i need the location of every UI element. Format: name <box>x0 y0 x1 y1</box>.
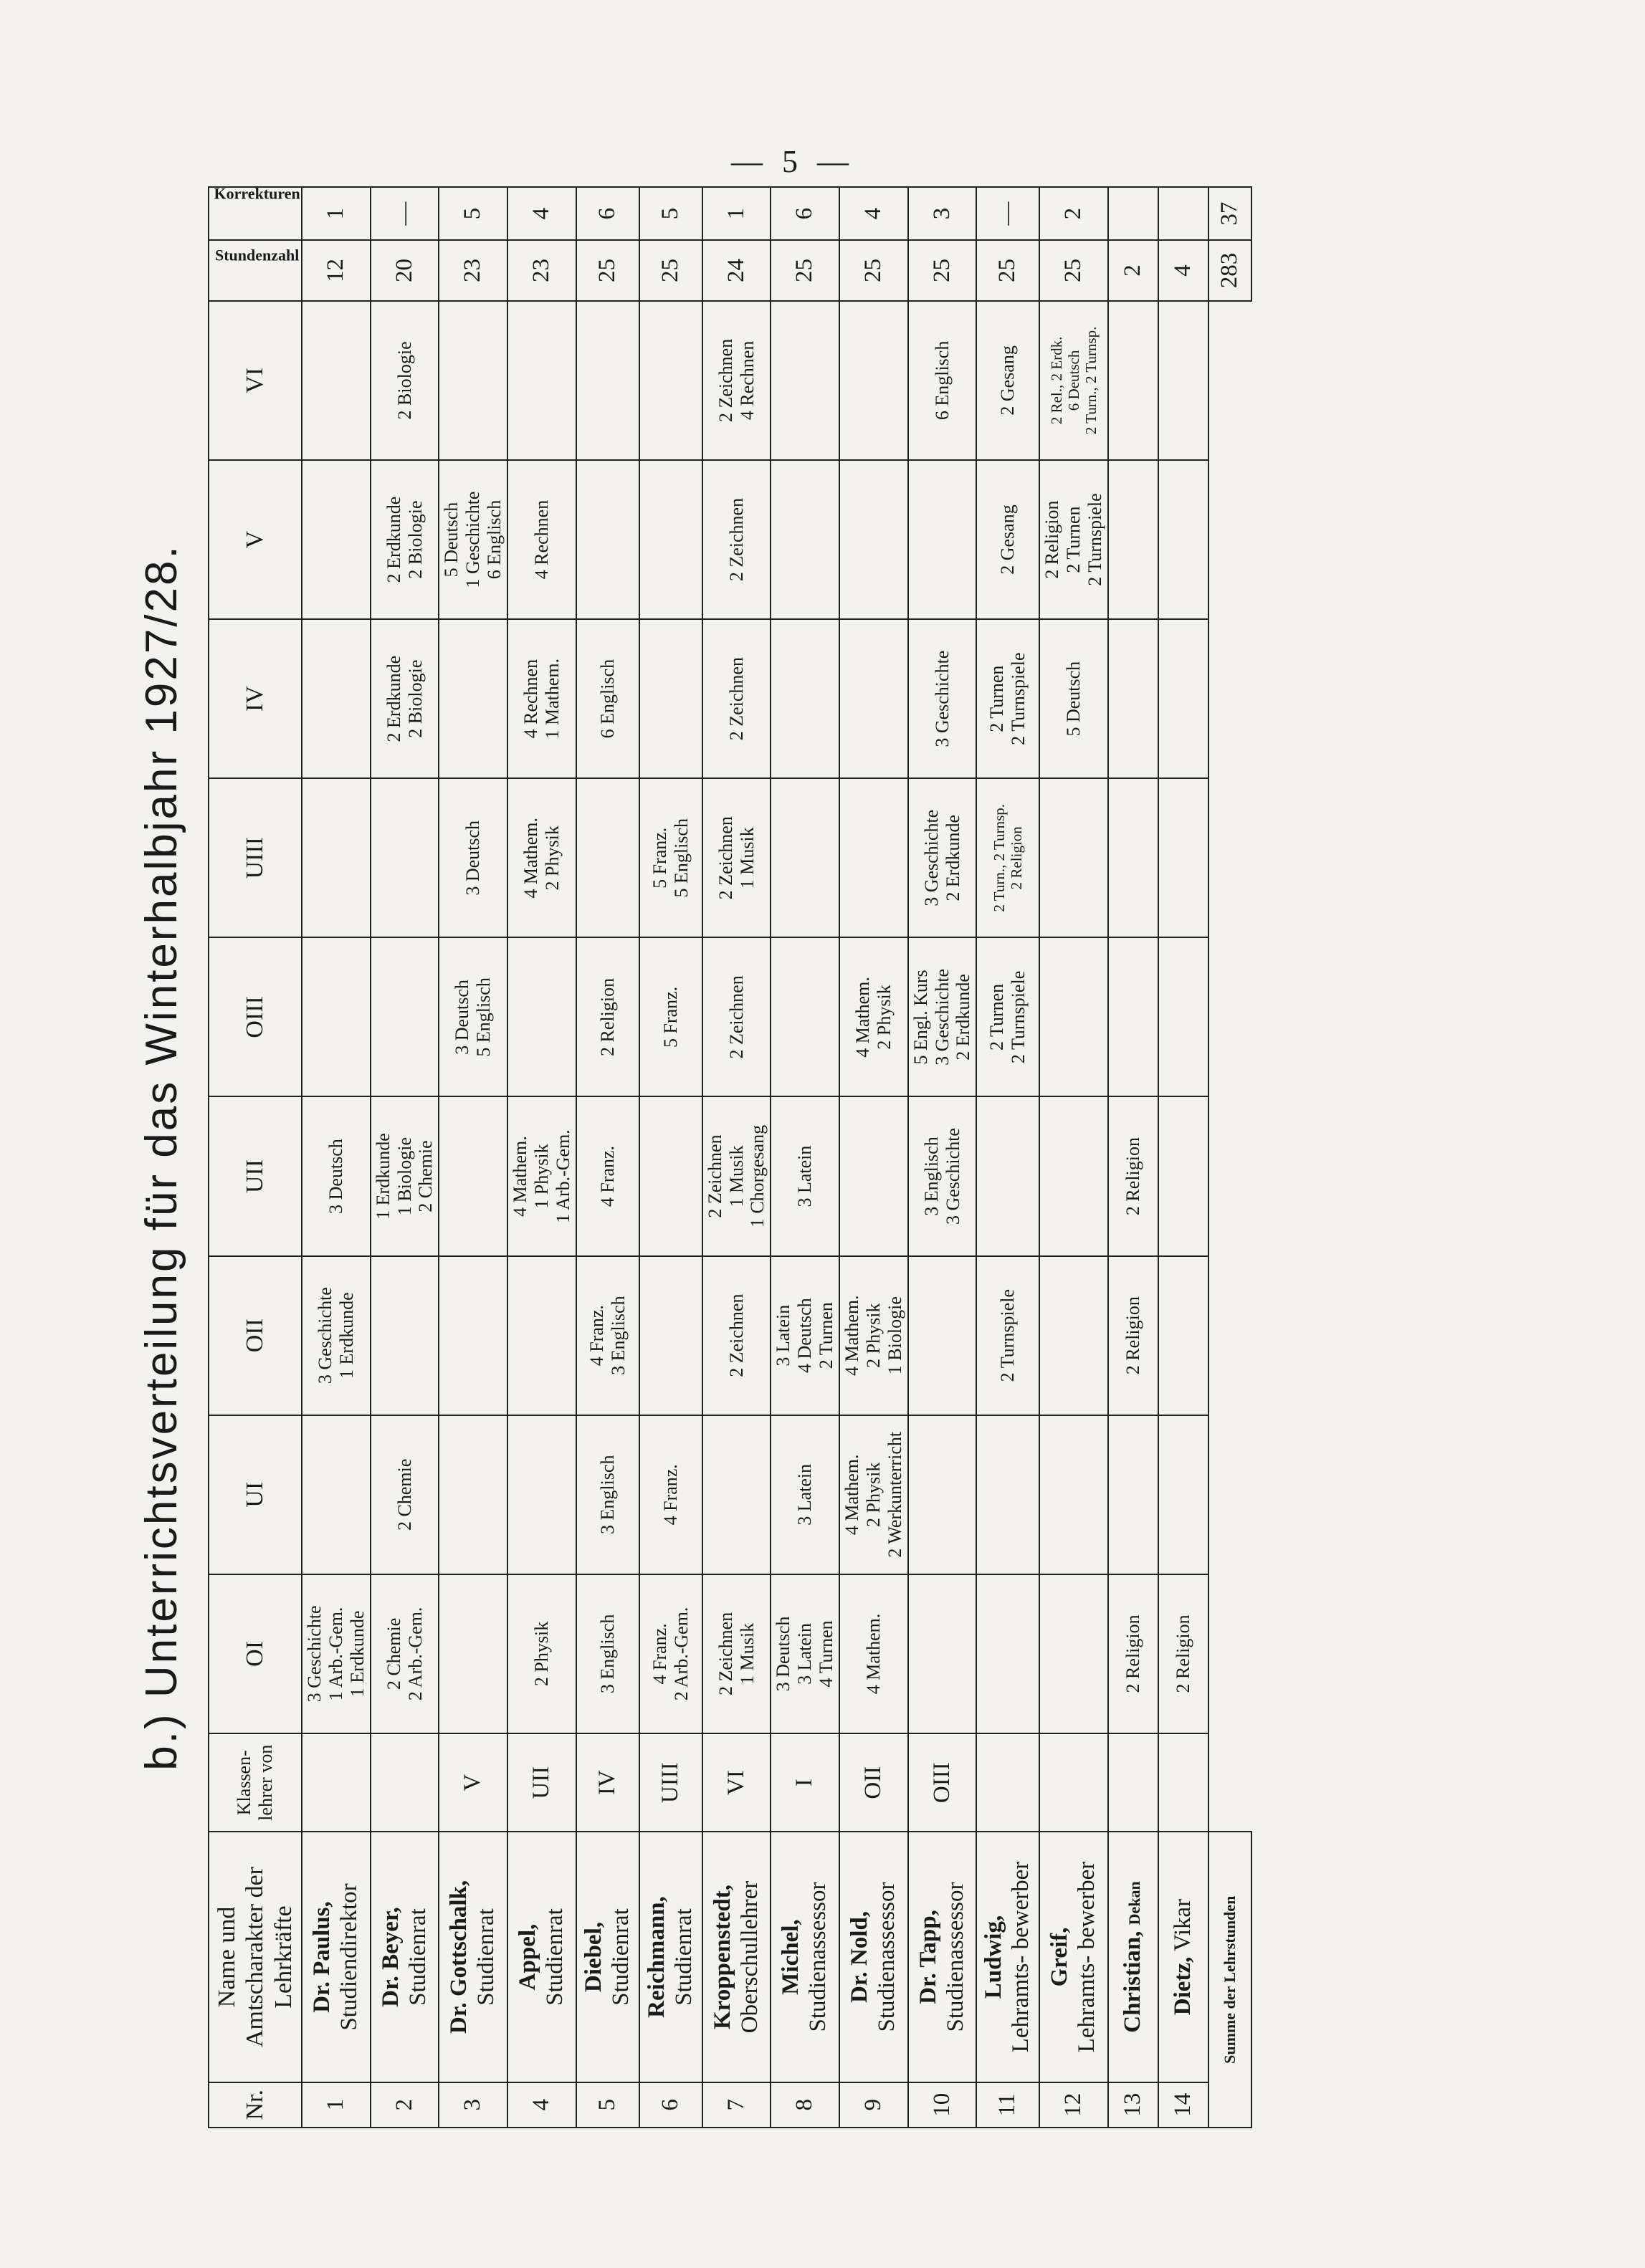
cell-uiii <box>1158 778 1208 937</box>
cell-oiii <box>371 937 439 1096</box>
table-row <box>371 187 439 2128</box>
cell-oii <box>1039 1256 1108 1415</box>
table-row <box>839 187 908 2128</box>
cell-vi <box>439 301 507 460</box>
cell-iv <box>1158 619 1208 778</box>
cell-uii: 4 Franz. <box>576 1096 639 1255</box>
cell-uiii <box>1039 778 1108 937</box>
cell-stundenzahl: 25 <box>1039 240 1108 301</box>
cell-uiii <box>302 778 371 937</box>
cell-vi: 2 Biologie <box>371 301 439 460</box>
cell-v <box>908 460 977 619</box>
table-row <box>507 187 576 2128</box>
cell-ui <box>908 1415 977 1574</box>
table-row <box>1158 187 1208 2128</box>
header-uiii: UIII <box>209 778 302 937</box>
row-nr: 14 <box>1158 2082 1208 2128</box>
cell-ui <box>1039 1415 1108 1574</box>
cell-korrekturen: — <box>371 187 439 240</box>
cell-iv <box>839 619 908 778</box>
cell-oi: 4 Franz. 2 Arb.-Gem. <box>639 1574 702 1733</box>
cell-v <box>302 460 371 619</box>
footer-stundenzahl: 283 <box>1208 240 1251 301</box>
cell-oiii <box>1158 937 1208 1096</box>
cell-iv: 2 Zeichnen <box>702 619 771 778</box>
header-oii: OII <box>209 1256 302 1415</box>
header-v: V <box>209 460 302 619</box>
cell-stundenzahl: 25 <box>576 240 639 301</box>
cell-v: 2 Zeichnen <box>702 460 771 619</box>
klassenlehrer-cell <box>302 1733 371 1832</box>
cell-oi: 4 Mathem. <box>839 1574 908 1733</box>
cell-korrekturen: 4 <box>507 187 576 240</box>
row-nr: 2 <box>371 2082 439 2128</box>
cell-ui: 3 Latein <box>771 1415 839 1574</box>
cell-oiii: 2 Religion <box>576 937 639 1096</box>
cell-stundenzahl: 20 <box>371 240 439 301</box>
cell-oii: 4 Franz. 3 Englisch <box>576 1256 639 1415</box>
header-uii: UII <box>209 1096 302 1255</box>
cell-korrekturen: 4 <box>839 187 908 240</box>
cell-iv: 6 Englisch <box>576 619 639 778</box>
cell-oiii <box>302 937 371 1096</box>
cell-uiii: 2 Zeichnen 1 Musik <box>702 778 771 937</box>
cell-oiii <box>771 937 839 1096</box>
header-row <box>209 187 302 2128</box>
klassenlehrer-cell: OIII <box>908 1733 977 1832</box>
cell-ui: 4 Mathem. 2 Physik 2 Werkunterricht <box>839 1415 908 1574</box>
cell-stundenzahl: 25 <box>639 240 702 301</box>
header-oi: OI <box>209 1574 302 1733</box>
cell-vi: 2 Rel., 2 Erdk. 6 Deutsch 2 Turn., 2 Turnsp. <box>1039 301 1108 460</box>
cell-vi <box>1158 301 1208 460</box>
klassenlehrer-cell <box>1039 1733 1108 1832</box>
table-row <box>576 187 639 2128</box>
rotated-table-sheet <box>129 186 1520 2128</box>
cell-korrekturen <box>1158 187 1208 240</box>
cell-oi <box>976 1574 1039 1733</box>
cell-korrekturen: 5 <box>639 187 702 240</box>
cell-uiii <box>771 778 839 937</box>
row-nr: 7 <box>702 2082 771 2128</box>
cell-uiii: 2 Turn., 2 Turnsp. 2 Religion <box>976 778 1039 937</box>
table-row <box>976 187 1039 2128</box>
cell-ui <box>1158 1415 1208 1574</box>
cell-ui: 4 Franz. <box>639 1415 702 1574</box>
cell-v: 2 Religion 2 Turnen 2 Turnspiele <box>1039 460 1108 619</box>
header-iv: IV <box>209 619 302 778</box>
teacher-name: Dietz, Vikar <box>1158 1832 1208 2082</box>
cell-v <box>639 460 702 619</box>
cell-vi <box>1108 301 1158 460</box>
cell-vi: 2 Zeichnen 4 Rechnen <box>702 301 771 460</box>
cell-oi <box>439 1574 507 1733</box>
cell-oiii <box>507 937 576 1096</box>
cell-uii <box>1039 1096 1108 1255</box>
cell-ui <box>976 1415 1039 1574</box>
cell-uii <box>839 1096 908 1255</box>
table-row <box>439 187 507 2128</box>
cell-uii: 2 Religion <box>1108 1096 1158 1255</box>
cell-uiii: 3 Deutsch <box>439 778 507 937</box>
cell-vi <box>839 301 908 460</box>
cell-iv: 3 Geschichte <box>908 619 977 778</box>
cell-iv <box>302 619 371 778</box>
cell-oii: 2 Turnspiele <box>976 1256 1039 1415</box>
cell-ui: 2 Chemie <box>371 1415 439 1574</box>
cell-ui <box>702 1415 771 1574</box>
cell-vi <box>639 301 702 460</box>
teacher-name: Dr. Paulus, Studiendirektor <box>302 1832 371 2082</box>
cell-v <box>1158 460 1208 619</box>
table-title: b.) Unterrichtsverteilung für das Winterhalbjahr 1927/28. <box>137 544 186 1771</box>
cell-vi: 6 Englisch <box>908 301 977 460</box>
cell-korrekturen: 6 <box>576 187 639 240</box>
cell-uiii: 3 Geschichte 2 Erdkunde <box>908 778 977 937</box>
cell-oii: 2 Zeichnen <box>702 1256 771 1415</box>
cell-ui <box>439 1415 507 1574</box>
cell-v: 2 Erdkunde 2 Biologie <box>371 460 439 619</box>
footer-row <box>1208 187 1251 2128</box>
cell-uii <box>639 1096 702 1255</box>
footer-label: Summe der Lehrstunden <box>1208 1832 1251 2128</box>
cell-oii <box>507 1256 576 1415</box>
cell-oi: 2 Religion <box>1158 1574 1208 1733</box>
cell-uiii <box>576 778 639 937</box>
cell-oiii: 5 Franz. <box>639 937 702 1096</box>
cell-iv: 2 Erdkunde 2 Biologie <box>371 619 439 778</box>
cell-stundenzahl: 25 <box>976 240 1039 301</box>
cell-uii: 3 Deutsch <box>302 1096 371 1255</box>
cell-iv <box>771 619 839 778</box>
header-name: Name und Amtscharakter der Lehrkräfte <box>209 1832 302 2082</box>
cell-stundenzahl: 24 <box>702 240 771 301</box>
row-nr: 13 <box>1108 2082 1158 2128</box>
cell-v: 2 Gesang <box>976 460 1039 619</box>
cell-iv: 4 Rechnen 1 Mathem. <box>507 619 576 778</box>
cell-v <box>839 460 908 619</box>
klassenlehrer-cell: UII <box>507 1733 576 1832</box>
cell-stundenzahl: 4 <box>1158 240 1208 301</box>
teacher-name: Dr. Gottschalk, Studienrat <box>439 1832 507 2082</box>
teacher-name: Dr. Tapp, Studienassessor <box>908 1832 977 2082</box>
cell-stundenzahl: 25 <box>908 240 977 301</box>
cell-v <box>1108 460 1158 619</box>
cell-korrekturen: 5 <box>439 187 507 240</box>
cell-uii <box>1158 1096 1208 1255</box>
cell-oi: 2 Religion <box>1108 1574 1158 1733</box>
page-number: — 5 — <box>731 144 854 179</box>
table-row <box>771 187 839 2128</box>
cell-stundenzahl: 12 <box>302 240 371 301</box>
cell-uiii: 5 Franz. 5 Englisch <box>639 778 702 937</box>
cell-oi <box>1039 1574 1108 1733</box>
cell-oii <box>1158 1256 1208 1415</box>
cell-korrekturen: 1 <box>702 187 771 240</box>
cell-uii: 3 Englisch 3 Geschichte <box>908 1096 977 1255</box>
cell-uiii <box>1108 778 1158 937</box>
cell-oiii: 2 Turnen 2 Turnspiele <box>976 937 1039 1096</box>
row-nr: 11 <box>976 2082 1039 2128</box>
header-stundenzahl: Stundenzahl <box>209 240 302 301</box>
header-korrekturen: Korrekturen <box>209 187 302 240</box>
row-nr: 8 <box>771 2082 839 2128</box>
footer-korrekturen: 37 <box>1208 187 1251 240</box>
cell-korrekturen: 1 <box>302 187 371 240</box>
footer-spacer <box>1208 301 1251 1832</box>
cell-oii: 4 Mathem. 2 Physik 1 Biologie <box>839 1256 908 1415</box>
cell-ui <box>1108 1415 1158 1574</box>
klassenlehrer-cell <box>1158 1733 1208 1832</box>
cell-iv: 5 Deutsch <box>1039 619 1108 778</box>
klassenlehrer-cell: I <box>771 1733 839 1832</box>
cell-stundenzahl: 2 <box>1108 240 1158 301</box>
cell-iv <box>1108 619 1158 778</box>
cell-uii: 1 Erdkunde 1 Biologie 2 Chemie <box>371 1096 439 1255</box>
cell-ui: 3 Englisch <box>576 1415 639 1574</box>
teacher-name: Dr. Nold, Studienassessor <box>839 1832 908 2082</box>
cell-v: 5 Deutsch 1 Geschichte 6 Englisch <box>439 460 507 619</box>
cell-oiii <box>1108 937 1158 1096</box>
klassenlehrer-cell: UIII <box>639 1733 702 1832</box>
row-nr: 4 <box>507 2082 576 2128</box>
row-nr: 5 <box>576 2082 639 2128</box>
row-nr: 9 <box>839 2082 908 2128</box>
teacher-name: Kroppenstedt, Oberschullehrer <box>702 1832 771 2082</box>
cell-oii <box>439 1256 507 1415</box>
cell-oii <box>908 1256 977 1415</box>
klassenlehrer-cell: OII <box>839 1733 908 1832</box>
cell-vi: 2 Gesang <box>976 301 1039 460</box>
row-nr: 6 <box>639 2082 702 2128</box>
cell-oiii: 4 Mathem. 2 Physik <box>839 937 908 1096</box>
teacher-name: Greif, Lehramts- bewerber <box>1039 1832 1108 2082</box>
cell-korrekturen: 6 <box>771 187 839 240</box>
teacher-name: Dr. Beyer, Studienrat <box>371 1832 439 2082</box>
cell-v: 4 Rechnen <box>507 460 576 619</box>
table-row <box>639 187 702 2128</box>
cell-oi: 3 Deutsch 3 Latein 4 Turnen <box>771 1574 839 1733</box>
teacher-name: Reichmann, Studienrat <box>639 1832 702 2082</box>
header-oiii: OIII <box>209 937 302 1096</box>
cell-stundenzahl: 23 <box>507 240 576 301</box>
table-row <box>908 187 977 2128</box>
cell-oii <box>371 1256 439 1415</box>
cell-oi: 2 Chemie 2 Arb.-Gem. <box>371 1574 439 1733</box>
cell-iv <box>439 619 507 778</box>
cell-uii: 2 Zeichnen 1 Musik 1 Chorgesang <box>702 1096 771 1255</box>
teacher-name: Christian, Dekan <box>1108 1832 1158 2082</box>
header-ui: UI <box>209 1415 302 1574</box>
cell-uiii <box>371 778 439 937</box>
cell-uii: 4 Mathem. 1 Physik 1 Arb.-Gem. <box>507 1096 576 1255</box>
cell-ui <box>302 1415 371 1574</box>
cell-vi <box>507 301 576 460</box>
cell-korrekturen: 2 <box>1039 187 1108 240</box>
cell-iv: 2 Turnen 2 Turnspiele <box>976 619 1039 778</box>
cell-oi <box>908 1574 977 1733</box>
cell-vi <box>302 301 371 460</box>
cell-oiii: 3 Deutsch 5 Englisch <box>439 937 507 1096</box>
cell-oii: 2 Religion <box>1108 1256 1158 1415</box>
cell-oi: 2 Zeichnen 1 Musik <box>702 1574 771 1733</box>
klassenlehrer-cell <box>1108 1733 1158 1832</box>
cell-uii <box>439 1096 507 1255</box>
klassenlehrer-cell <box>976 1733 1039 1832</box>
cell-stundenzahl: 25 <box>771 240 839 301</box>
cell-oii: 3 Geschichte 1 Erdkunde <box>302 1256 371 1415</box>
teacher-name: Michel, Studienassessor <box>771 1832 839 2082</box>
table-row <box>1108 187 1158 2128</box>
cell-korrekturen: 3 <box>908 187 977 240</box>
cell-vi <box>576 301 639 460</box>
klassenlehrer-cell: VI <box>702 1733 771 1832</box>
klassenlehrer-cell: IV <box>576 1733 639 1832</box>
cell-oiii: 2 Zeichnen <box>702 937 771 1096</box>
cell-uiii: 4 Mathem. 2 Physik <box>507 778 576 937</box>
cell-oi: 2 Physik <box>507 1574 576 1733</box>
cell-vi <box>771 301 839 460</box>
cell-oii: 3 Latein 4 Deutsch 2 Turnen <box>771 1256 839 1415</box>
cell-oi: 3 Geschichte 1 Arb.-Gem. 1 Erdkunde <box>302 1574 371 1733</box>
cell-korrekturen <box>1108 187 1158 240</box>
row-nr: 1 <box>302 2082 371 2128</box>
klassenlehrer-cell: V <box>439 1733 507 1832</box>
cell-v <box>771 460 839 619</box>
cell-oii <box>639 1256 702 1415</box>
cell-v <box>576 460 639 619</box>
teaching-distribution-table <box>208 186 1252 2128</box>
cell-oi: 3 Englisch <box>576 1574 639 1733</box>
table-row <box>302 187 371 2128</box>
row-nr: 3 <box>439 2082 507 2128</box>
row-nr: 10 <box>908 2082 977 2128</box>
cell-iv <box>639 619 702 778</box>
cell-stundenzahl: 23 <box>439 240 507 301</box>
teacher-name: Diebel, Studienrat <box>576 1832 639 2082</box>
header-vi: VI <box>209 301 302 460</box>
table-row <box>1039 187 1108 2128</box>
cell-korrekturen: — <box>976 187 1039 240</box>
table-row <box>702 187 771 2128</box>
cell-ui <box>507 1415 576 1574</box>
row-nr: 12 <box>1039 2082 1108 2128</box>
cell-oiii: 5 Engl. Kurs 3 Geschichte 2 Erdkunde <box>908 937 977 1096</box>
teacher-name: Ludwig, Lehramts- bewerber <box>976 1832 1039 2082</box>
cell-oiii <box>1039 937 1108 1096</box>
cell-uii: 3 Latein <box>771 1096 839 1255</box>
header-klassenlehrer: Klassen- lehrer von <box>209 1733 302 1832</box>
klassenlehrer-cell <box>371 1733 439 1832</box>
header-nr: Nr. <box>209 2082 302 2128</box>
cell-stundenzahl: 25 <box>839 240 908 301</box>
cell-uii <box>976 1096 1039 1255</box>
cell-uiii <box>839 778 908 937</box>
teacher-name: Appel, Studienrat <box>507 1832 576 2082</box>
